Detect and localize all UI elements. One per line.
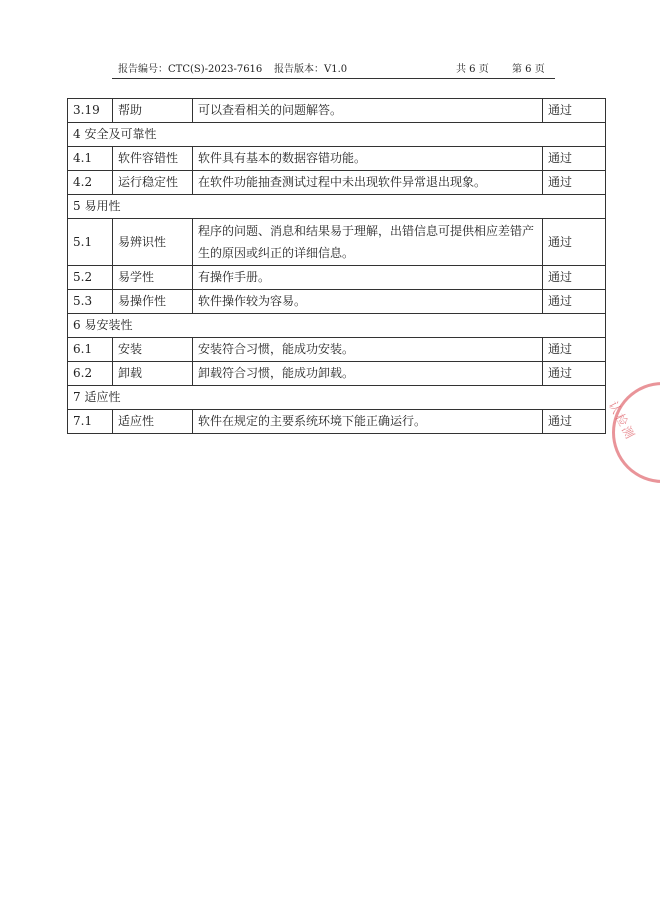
item-result: 通过 [543,171,606,195]
table-row [68,219,606,266]
table-row [68,99,606,123]
item-result: 通过 [543,362,606,386]
item-name: 运行稳定性 [113,171,193,195]
section-title: 7 适应性 [68,386,606,410]
item-number: 3.19 [68,99,113,123]
section-row [68,123,606,147]
item-result: 通过 [543,99,606,123]
table-row [68,410,606,434]
test-results-table [67,98,606,434]
item-result: 通过 [543,290,606,314]
report-number: 报告编号：CTC(S)-2023-7616 [118,64,263,75]
item-result: 通过 [543,410,606,434]
table-row [68,338,606,362]
item-name: 易学性 [113,266,193,290]
seal-text: 认检测 [605,398,638,443]
item-name: 卸载 [113,362,193,386]
item-number: 5.2 [68,266,113,290]
table-row [68,266,606,290]
item-description: 有操作手册。 [193,266,543,290]
table-row [68,147,606,171]
item-description: 可以查看相关的问题解答。 [193,99,543,123]
item-description: 软件具有基本的数据容错功能。 [193,147,543,171]
section-row [68,195,606,219]
section-title: 4 安全及可靠性 [68,123,606,147]
section-row [68,386,606,410]
item-name: 易操作性 [113,290,193,314]
item-number: 6.2 [68,362,113,386]
item-result: 通过 [543,338,606,362]
item-description: 卸载符合习惯，能成功卸载。 [193,362,543,386]
section-title: 6 易安装性 [68,314,606,338]
item-description: 软件操作较为容易。 [193,290,543,314]
section-row [68,314,606,338]
item-number: 5.3 [68,290,113,314]
page-header [112,62,555,79]
current-page: 第 6 页 [512,64,545,75]
item-number: 4.1 [68,147,113,171]
item-name: 安装 [113,338,193,362]
item-number: 4.2 [68,171,113,195]
item-name: 软件容错性 [113,147,193,171]
item-description: 软件在规定的主要系统环境下能正确运行。 [193,410,543,434]
item-number: 7.1 [68,410,113,434]
report-version: 报告版本：V1.0 [274,64,348,75]
item-result: 通过 [543,147,606,171]
table-row [68,171,606,195]
item-number: 6.1 [68,338,113,362]
item-description: 安装符合习惯，能成功安装。 [193,338,543,362]
item-name: 易辨识性 [113,219,193,266]
item-description: 在软件功能抽查测试过程中未出现软件异常退出现象。 [193,171,543,195]
item-result: 通过 [543,219,606,266]
total-pages: 共 6 页 [456,64,489,75]
table-row [68,290,606,314]
item-number: 5.1 [68,219,113,266]
item-name: 适应性 [113,410,193,434]
item-description: 程序的问题、消息和结果易于理解，出错信息可提供相应差错产生的原因或纠正的详细信息。 [193,219,543,266]
section-title: 5 易用性 [68,195,606,219]
item-result: 通过 [543,266,606,290]
item-name: 帮助 [113,99,193,123]
table-row [68,362,606,386]
